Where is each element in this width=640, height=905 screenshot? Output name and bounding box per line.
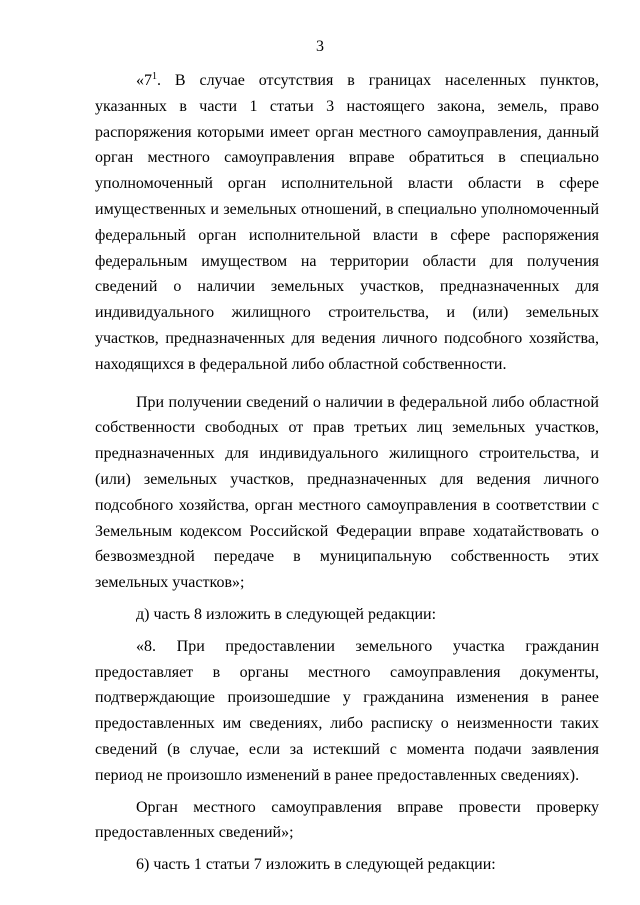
paragraph-verification: Орган местного самоуправления вправе провести проверку предоставленных сведений»; bbox=[95, 798, 599, 842]
superscript-index: 1 bbox=[152, 71, 157, 82]
document-body bbox=[95, 68, 599, 878]
paragraph-federal-land-request: При получении сведений о наличии в федеральной либо областной собственности свободных от прав третьих лиц земельных участков, предназначенных для индивидуального жилищного строительства, и (или) земельных участков, предназначенных для ведения личного подсобного хозяйства, орган местного самоуправления в соответствии с Земельным кодексом Российской Федерации вправе ходатайствовать о безвозмездной передаче в муниципальную собственность этих земельных участков»; bbox=[95, 393, 599, 592]
paragraph-prefix: «7 bbox=[136, 72, 152, 89]
paragraph-text: . В случае отсутствия в границах населенных пунктов, указанных в части 1 статьи 3 настоящего закона, земель, право распоряжения которыми имеет орган местного самоуправления, данный орган местного самоуправления вправе обратиться в специально уполномоченный орган исполнительной власти области в сфере имущественных и земельных отношений, в специально уполномоченный федеральный орган исполнительной власти в сфере распоряжения федеральным имуществом на территории области для получения сведений о наличии земельных участков, предназначенных для индивидуального жилищного строительства, и (или) земельных участков, предназначенных для ведения личного подсобного хозяйства, находящихся в федеральной либо областной собственности. bbox=[95, 72, 599, 373]
paragraph-part-8: «8. При предоставлении земельного участка гражданин предоставляет в органы местного самоуправления документы, подтверждающие произошедшие у гражданина изменения в ранее предоставленных им сведениях, либо расписку о неизменности таких сведений (в случае, если за истекший с момента подачи заявления период не произошло изменений в ранее предоставленных сведениях). bbox=[95, 637, 599, 784]
paragraph-amendment-d: д) часть 8 изложить в следующей редакции: bbox=[136, 605, 437, 623]
page-number: 3 bbox=[316, 38, 324, 55]
paragraph-amendment-6: 6) часть 1 статьи 7 изложить в следующей редакции: bbox=[136, 856, 496, 874]
paragraph-article-7-1 bbox=[95, 68, 599, 378]
